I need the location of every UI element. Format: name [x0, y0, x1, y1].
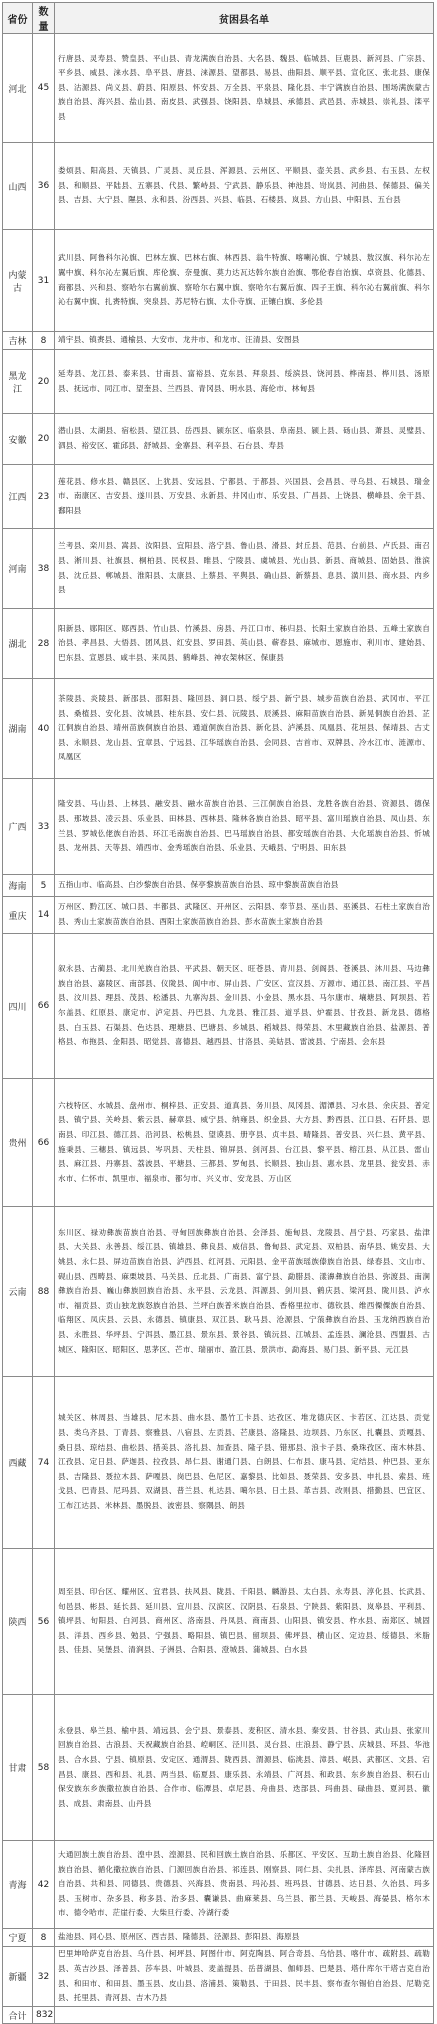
table-row	[3, 332, 434, 350]
province-cell: 云南	[3, 1207, 33, 1377]
table-row	[3, 1207, 434, 1377]
table-row	[3, 1929, 434, 1947]
county-list-cell: 靖宇县、镇赉县、通榆县、大安市、龙井市、和龙市、汪清县、安图县	[55, 332, 434, 350]
header-count: 数量	[33, 3, 55, 34]
count-cell: 36	[33, 143, 55, 230]
province-cell: 青海	[3, 1841, 33, 1929]
table-row	[3, 609, 434, 679]
table-row	[3, 529, 434, 609]
county-list-cell: 隆安县、马山县、上林县、融安县、融水苗族自治县、三江侗族自治县、龙胜各族自治县、资源县、德保县、那坡县、凌云县、乐业县、田林县、西林县、隆林各族自治县、昭平县、富川瑶族自治县、凤山县、东兰县、罗城仫佬族自治县、环江毛南族自治县、巴马瑶族自治县、都安瑶族自治县、大化瑶族自治县、忻城县、龙州县、天等县、靖西市、金秀瑶族自治县、乐业县、天峨县、宁明县、田东县	[55, 779, 434, 875]
county-list-cell: 巴里坤哈萨克自治县、乌什县、柯坪县、阿图什市、阿克陶县、阿合奇县、乌恰县、喀什市、疏附县、疏勒县、英吉沙县、泽普县、莎车县、叶城县、麦盖提县、岳普湖县、伽师县、巴楚县、塔什库尔干塔吉克自治县、和田市、和田县、墨玉县、皮山县、洛浦县、策勒县、于田县、民丰县、察布查尔锡伯自治县、尼勒克县、托里县、青河县、吉木乃县	[55, 1947, 434, 2007]
province-cell: 河南	[3, 529, 33, 609]
count-cell: 32	[33, 1947, 55, 2007]
count-cell: 88	[33, 1207, 55, 1377]
table-row	[3, 1377, 434, 1549]
county-list-cell: 茶陵县、炎陵县、新邵县、邵阳县、隆回县、洞口县、绥宁县、新宁县、城步苗族自治县、武冈市、平江县、桑植县、安化县、汝城县、桂东县、安仁县、沅陵县、辰溪县、麻阳苗族自治县、新晃侗族自治县、芷江侗族自治县、靖州苗族侗族自治县、通道侗族自治县、新化县、泸溪县、凤凰县、花垣县、保靖县、古丈县、永顺县、龙山县、宜章县、宁远县、江华瑶族自治县、会同县、吉首市、双牌县、冷水江市、涟源市、凤凰区	[55, 679, 434, 779]
province-cell: 吉林	[3, 332, 33, 350]
count-cell: 66	[33, 1079, 55, 1207]
table-header-row	[3, 3, 434, 34]
province-cell: 山西	[3, 143, 33, 230]
county-list-cell: 叙永县、古蔺县、北川羌族自治县、平武县、朝天区、旺苍县、青川县、剑阁县、苍溪县、沐川县、马边彝族自治县、嘉陵区、南部县、仪陇县、阆中市、屏山县、广安区、宣汉县、万源市、通江县、南江县、平昌县、汶川县、理县、茂县、松潘县、九寨沟县、金川县、小金县、黑水县、马尔康市、壤塘县、阿坝县、若尔盖县、红原县、康定市、泸定县、丹巴县、九龙县、雅江县、道孚县、炉霍县、甘孜县、新龙县、德格县、白玉县、石渠县、色达县、理塘县、巴塘县、乡城县、稻城县、得荣县、木里藏族自治县、盐源县、普格县、布拖县、金阳县、昭觉县、喜德县、越西县、甘洛县、美姑县、雷波县、宁南县、会东县	[55, 934, 434, 1079]
table-row	[3, 679, 434, 779]
table-row	[3, 1549, 434, 1695]
province-cell: 贵州	[3, 1079, 33, 1207]
count-cell: 58	[33, 1695, 55, 1841]
header-counties: 贫困县名单	[55, 3, 434, 34]
total-empty-cell	[55, 2007, 434, 2024]
province-cell: 宁夏	[3, 1929, 33, 1947]
province-cell: 河北	[3, 34, 33, 143]
total-row	[3, 2007, 434, 2024]
count-cell: 33	[33, 779, 55, 875]
count-cell: 38	[33, 529, 55, 609]
table-row	[3, 1079, 434, 1207]
count-cell: 40	[33, 679, 55, 779]
count-cell: 20	[33, 350, 55, 414]
count-cell: 8	[33, 1929, 55, 1947]
count-cell: 66	[33, 934, 55, 1079]
count-cell: 14	[33, 897, 55, 934]
county-list-cell: 永登县、皋兰县、榆中县、靖远县、会宁县、景泰县、麦积区、清水县、秦安县、甘谷县、武山县、张家川回族自治县、古浪县、天祝藏族自治县、崆峒区、泾川县、灵台县、庄浪县、静宁县、庆城县、环县、华池县、合水县、宁县、镇原县、安定区、通渭县、陇西县、渭源县、临洮县、漳县、岷县、武都区、文县、宕昌县、康县、西和县、礼县、两当县、临夏县、康乐县、永靖县、广河县、和政县、东乡族自治县、积石山保安族东乡族撒拉族自治县、合作市、临潭县、卓尼县、舟曲县、迭部县、玛曲县、碌曲县、夏河县、徽县、成县、肃南县、山丹县	[55, 1695, 434, 1841]
province-cell: 西藏	[3, 1377, 33, 1549]
county-list-cell: 莲花县、修水县、赣县区、上犹县、安远县、宁都县、于都县、兴国县、会昌县、寻乌县、石城县、瑞金市、南康区、吉安县、遂川县、万安县、永新县、井冈山市、乐安县、广昌县、上饶县、横峰县、余干县、鄱阳县	[55, 465, 434, 529]
county-list-cell: 盐池县、同心县、原州区、西吉县、隆德县、泾源县、彭阳县、海原县	[55, 1929, 434, 1947]
table-row	[3, 230, 434, 332]
table-row	[3, 34, 434, 143]
county-list-cell: 行唐县、灵寿县、赞皇县、平山县、青龙满族自治县、大名县、魏县、临城县、巨鹿县、新河县、广宗县、平乡县、威县、涞水县、阜平县、唐县、涞源县、望都县、易县、曲阳县、顺平县、宣化区、张北县、康保县、沽源县、尚义县、蔚县、阳原县、怀安县、万全县、平泉县、隆化县、丰宁满族自治县、围场满族蒙古族自治县、海兴县、盐山县、南皮县、武强县、饶阳县、阜城县、承德县、武邑县、赤城县、崇礼县、滦平县	[55, 34, 434, 143]
table-row	[3, 414, 434, 465]
table-row	[3, 897, 434, 934]
county-list-cell: 万州区、黔江区、城口县、丰都县、武隆区、开州区、云阳县、奉节县、巫山县、巫溪县、石柱土家族自治县、秀山土家族苗族自治县、酉阳土家族苗族自治县、彭水苗族土家族自治县	[55, 897, 434, 934]
count-cell: 28	[33, 609, 55, 679]
count-cell: 74	[33, 1377, 55, 1549]
table-row	[3, 350, 434, 414]
table-row	[3, 1947, 434, 2007]
province-cell: 陕西	[3, 1549, 33, 1695]
province-cell: 内蒙古	[3, 230, 33, 332]
count-cell: 45	[33, 34, 55, 143]
header-province: 省份	[3, 3, 33, 34]
total-count: 832	[33, 2007, 55, 2024]
county-list-cell: 延寿县、龙江县、泰来县、甘南县、富裕县、克东县、拜泉县、绥滨县、饶河县、桦南县、桦川县、汤原县、抚远市、同江市、望奎县、兰西县、青冈县、明水县、海伦市、林甸县	[55, 350, 434, 414]
total-label: 合计	[3, 2007, 33, 2024]
table-row	[3, 1695, 434, 1841]
province-cell: 四川	[3, 934, 33, 1079]
province-cell: 海南	[3, 875, 33, 897]
province-cell: 黑龙江	[3, 350, 33, 414]
county-list-cell: 五指山市、临高县、白沙黎族自治县、保亭黎族苗族自治县、琼中黎族苗族自治县	[55, 875, 434, 897]
table-row	[3, 875, 434, 897]
count-cell: 20	[33, 414, 55, 465]
table-row	[3, 465, 434, 529]
county-list-cell: 大通回族土族自治县、湟中县、湟源县、民和回族土族自治县、乐都区、平安区、互助土族自治县、化隆回族自治县、循化撒拉族自治县、门源回族自治县、祁连县、刚察县、同仁县、尖扎县、泽库县、河南蒙古族自治县、共和县、同德县、贵德县、兴海县、贵南县、玛沁县、班玛县、甘德县、达日县、久治县、玛多县、玉树市、杂多县、称多县、治多县、囊谦县、曲麻莱县、乌兰县、都兰县、天峻县、海晏县、格尔木市、德令哈市、茫崖行委、大柴旦行委、冷湖行委	[55, 1841, 434, 1929]
county-list-cell: 兰考县、栾川县、嵩县、汝阳县、宜阳县、洛宁县、鲁山县、滑县、封丘县、范县、台前县、卢氏县、南召县、淅川县、社旗县、桐柏县、民权县、睢县、宁陵县、虞城县、光山县、新县、商城县、固始县、淮滨县、沈丘县、郸城县、淮阳县、太康县、上蔡县、平舆县、确山县、新蔡县、息县、潢川县、商水县、内乡县	[55, 529, 434, 609]
table-row	[3, 1841, 434, 1929]
province-cell: 湖南	[3, 679, 33, 779]
table-row	[3, 934, 434, 1079]
county-list-cell: 周至县、印台区、耀州区、宜君县、扶风县、陇县、千阳县、麟游县、太白县、永寿县、淳化县、长武县、旬邑县、彬县、延长县、延川县、宜川县、汉滨区、汉阴县、石泉县、宁陕县、紫阳县、岚皋县、平利县、镇坪县、旬阳县、白河县、商州区、洛南县、丹凤县、商南县、山阳县、镇安县、柞水县、南郑区、城固县、洋县、西乡县、勉县、宁强县、略阳县、镇巴县、留坝县、佛坪县、横山区、定边县、绥德县、米脂县、佳县、吴堡县、清涧县、子洲县、合阳县、澄城县、蒲城县、白水县	[55, 1549, 434, 1695]
province-cell: 广西	[3, 779, 33, 875]
county-list-cell: 潜山县、太湖县、宿松县、望江县、岳西县、颍东区、临泉县、阜南县、颍上县、砀山县、萧县、灵璧县、泗县、裕安区、霍邱县、舒城县、金寨县、利辛县、石台县、寿县	[55, 414, 434, 465]
county-list-cell: 城关区、林周县、当雄县、尼木县、曲水县、墨竹工卡县、达孜区、堆龙德庆区、卡若区、江达县、贡觉县、类乌齐县、丁青县、察雅县、八宿县、左贡县、芒康县、洛隆县、边坝县、乃东区、扎囊县、贡嘎县、桑日县、琼结县、曲松县、措美县、洛扎县、加查县、隆子县、错那县、浪卡子县、桑珠孜区、南木林县、江孜县、定日县、萨迦县、拉孜县、昂仁县、谢通门县、白朗县、仁布县、康马县、定结县、仲巴县、亚东县、吉隆县、聂拉木县、萨嘎县、岗巴县、色尼区、嘉黎县、比如县、聂荣县、安多县、申扎县、索县、班戈县、巴青县、尼玛县、双湖县、普兰县、札达县、噶尔县、日土县、革吉县、改则县、措勤县、巴宜区、工布江达县、米林县、墨脱县、波密县、察隅县、朗县	[55, 1377, 434, 1549]
count-cell: 31	[33, 230, 55, 332]
province-cell: 安徽	[3, 414, 33, 465]
table-body	[3, 34, 434, 2024]
county-list-cell: 六枝特区、水城县、盘州市、桐梓县、正安县、道真县、务川县、凤冈县、湄潭县、习水县、余庆县、普定县、镇宁县、关岭县、紫云县、赫章县、威宁县、纳雍县、织金县、大方县、黔西县、江口县、石阡县、思南县、印江县、德江县、沿河县、松桃县、望谟县、册亨县、贞丰县、晴隆县、普安县、兴仁县、黄平县、施秉县、三穗县、镇远县、岑巩县、天柱县、锦屏县、剑河县、台江县、黎平县、榕江县、从江县、雷山县、麻江县、丹寨县、荔波县、平塘县、三都县、罗甸县、长顺县、独山县、惠水县、龙里县、瓮安县、赤水市、仁怀市、凯里市、福泉市、都匀市、兴义市、安龙县、万山区	[55, 1079, 434, 1207]
province-cell: 甘肃	[3, 1695, 33, 1841]
province-cell: 重庆	[3, 897, 33, 934]
county-list-cell: 阳新县、郧阳区、郧西县、竹山县、竹溪县、房县、丹江口市、秭归县、长阳土家族自治县、五峰土家族自治县、孝昌县、大悟县、团风县、红安县、罗田县、英山县、蕲春县、麻城市、恩施市、利川市、建始县、巴东县、宣恩县、咸丰县、来凤县、鹤峰县、神农架林区、保康县	[55, 609, 434, 679]
table-row	[3, 779, 434, 875]
county-list-cell: 东川区、禄劝彝族苗族自治县、寻甸回族彝族自治县、会泽县、施甸县、龙陵县、昌宁县、巧家县、盐津县、大关县、永善县、绥江县、镇雄县、彝良县、威信县、鲁甸县、武定县、双柏县、南华县、姚安县、大姚县、永仁县、屏边苗族自治县、泸西县、红河县、元阳县、金平苗族瑶族傣族自治县、绿春县、文山市、砚山县、西畴县、麻栗坡县、马关县、丘北县、广南县、富宁县、勐腊县、漾濞彝族自治县、弥渡县、南涧彝族自治县、巍山彝族回族自治县、永平县、云龙县、洱源县、剑川县、鹤庆县、梁河县、陇川县、泸水市、福贡县、贡山独龙族怒族自治县、兰坪白族普米族自治县、香格里拉市、德钦县、维西傈僳族自治县、临翔区、凤庆县、云县、永德县、镇康县、双江县、耿马县、沧源县、宁蒗彝族自治县、玉龙纳西族自治县、永胜县、华坪县、宁洱县、墨江县、景东县、景谷县、镇沅县、江城县、孟连县、澜沧县、西盟县、古城区、隆阳区、昭阳区、思茅区、芒市、瑞丽市、盈江县、景洪市、勐海县、易门县、新平县、元江县	[55, 1207, 434, 1377]
province-cell: 江西	[3, 465, 33, 529]
poverty-county-table	[2, 2, 434, 2024]
count-cell: 23	[33, 465, 55, 529]
count-cell: 5	[33, 875, 55, 897]
province-cell: 新疆	[3, 1947, 33, 2007]
count-cell: 8	[33, 332, 55, 350]
count-cell: 56	[33, 1549, 55, 1695]
county-list-cell: 武川县、阿鲁科尔沁旗、巴林左旗、巴林右旗、林西县、翁牛特旗、喀喇沁旗、宁城县、敖汉旗、科尔沁左翼中旗、科尔沁左翼后旗、库伦旗、奈曼旗、莫力达瓦达斡尔族自治旗、鄂伦春自治旗、卓资县、化德县、商都县、兴和县、察哈尔右翼前旗、察哈尔右翼中旗、察哈尔右翼后旗、四子王旗、科尔沁右翼前旗、科尔沁右翼中旗、扎赉特旗、突泉县、苏尼特右旗、太仆寺旗、正镶白旗、多伦县	[55, 230, 434, 332]
province-cell: 湖北	[3, 609, 33, 679]
county-list-cell: 娄烦县、阳高县、天镇县、广灵县、灵丘县、浑源县、云州区、平顺县、壶关县、武乡县、右玉县、左权县、和顺县、平陆县、五寨县、代县、繁峙县、宁武县、静乐县、神池县、岢岚县、河曲县、保德县、偏关县、吉县、大宁县、隰县、永和县、汾西县、兴县、临县、石楼县、岚县、方山县、中阳县、五台县	[55, 143, 434, 230]
table-row	[3, 143, 434, 230]
count-cell: 42	[33, 1841, 55, 1929]
